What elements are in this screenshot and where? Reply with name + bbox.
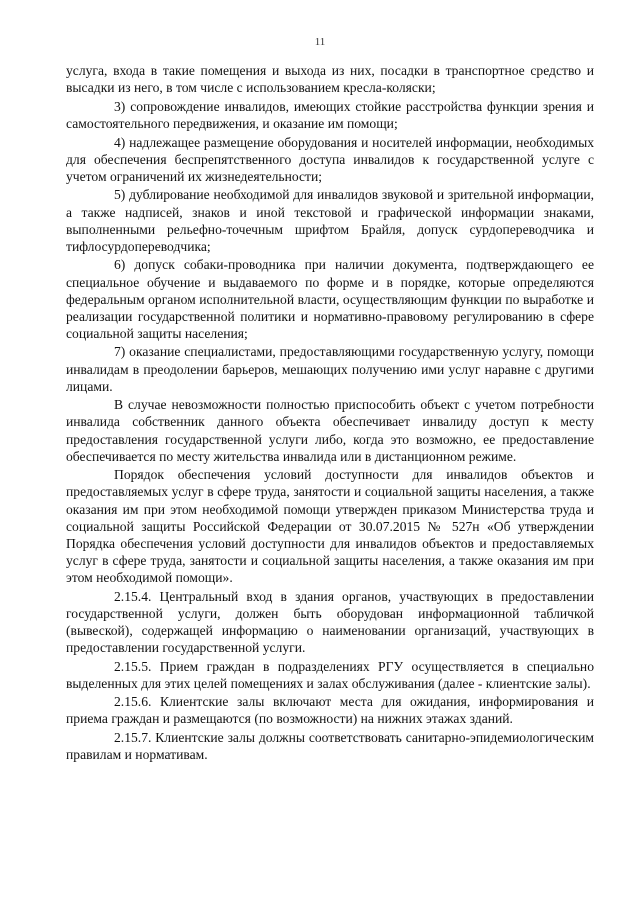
paragraph-continuation: услуга, входа в такие помещения и выхода из них, посадки в транспортное средство и высадки из него, в том числе с использованием кресла-коляски; [66,63,594,96]
paragraph-item-4: 4) надлежащее размещение оборудования и носителей информации, необходимых для обеспечения беспрепятственного доступа инвалидов к государственной услуге с учетом ограничений их жизнедеятельности; [66,134,594,184]
paragraph-2-15-5: 2.15.5. Прием граждан в подразделениях РГУ осуществляется в специально выделенных для этих целей помещениях и залах обслуживания (далее - клиентские залы). [66,658,594,691]
paragraph-2-15-6: 2.15.6. Клиентские залы включают места для ожидания, информирования и приема граждан и размещаются (по возможности) на нижних этажах зданий. [66,694,594,727]
paragraph-item-5: 5) дублирование необходимой для инвалидов звуковой и зрительной информации, а также надписей, знаков и иной текстовой и графической информации знаками, выполненными рельефно-точечным шрифтом Брайля, допуск сурдопереводчика и тифлосурдопереводчика; [66,187,594,254]
document-body [66,62,594,765]
paragraph-item-7: 7) оказание специалистами, предоставляющими государственную услугу, помощи инвалидам в преодолении барьеров, мешающих получению ими услуг наравне с другими лицами. [66,344,594,394]
page-number: 11 [314,36,326,48]
paragraph-procedure: Порядок обеспечения условий доступности для инвалидов объектов и предоставляемых услуг в сфере труда, занятости и социальной защиты населения, а также оказания им при этом необходимой помощи утвержден приказом Министерства труда и социальной защиты Российской Федерации от 30.07.2015 № 527н «Об утверждении Порядка обеспечения условий доступности для инвалидов объектов и предоставляемых услуг в сфере труда, занятости и социальной защиты населения, а также оказания им при этом необходимой помощи». [66,467,594,585]
paragraph-2-15-7: 2.15.7. Клиентские залы должны соответствовать санитарно-эпидемиологическим правилам и нормативам. [66,730,594,763]
paragraph-inaccessibility: В случае невозможности полностью приспособить объект с учетом потребности инвалида собственник данного объекта обеспечивает инвалиду доступ к месту предоставления государственной услуги либо, когда это возможно, ее предоставление обеспечивается по месту жительства инвалида или в дистанционном режиме. [66,397,594,464]
paragraph-item-6: 6) допуск собаки-проводника при наличии документа, подтверждающего ее специальное обучение и выдаваемого по форме и в порядке, которые определяются федеральным органом исполнительной власти, осуществляющим функции по выработке и реализации государственной политики и нормативно-правовому регулированию в сфере социальной защиты населения; [66,257,594,341]
paragraph-item-3: 3) сопровождение инвалидов, имеющих стойкие расстройства функции зрения и самостоятельного передвижения, и оказание им помощи; [66,98,594,131]
paragraph-2-15-4: 2.15.4. Центральный вход в здания органов, участвующих в предоставлении государственной услуги, должен быть оборудован информационной табличкой (вывеской), содержащей информацию о наименовании организаций, участвующих в предоставлении государственной услуги. [66,588,594,655]
